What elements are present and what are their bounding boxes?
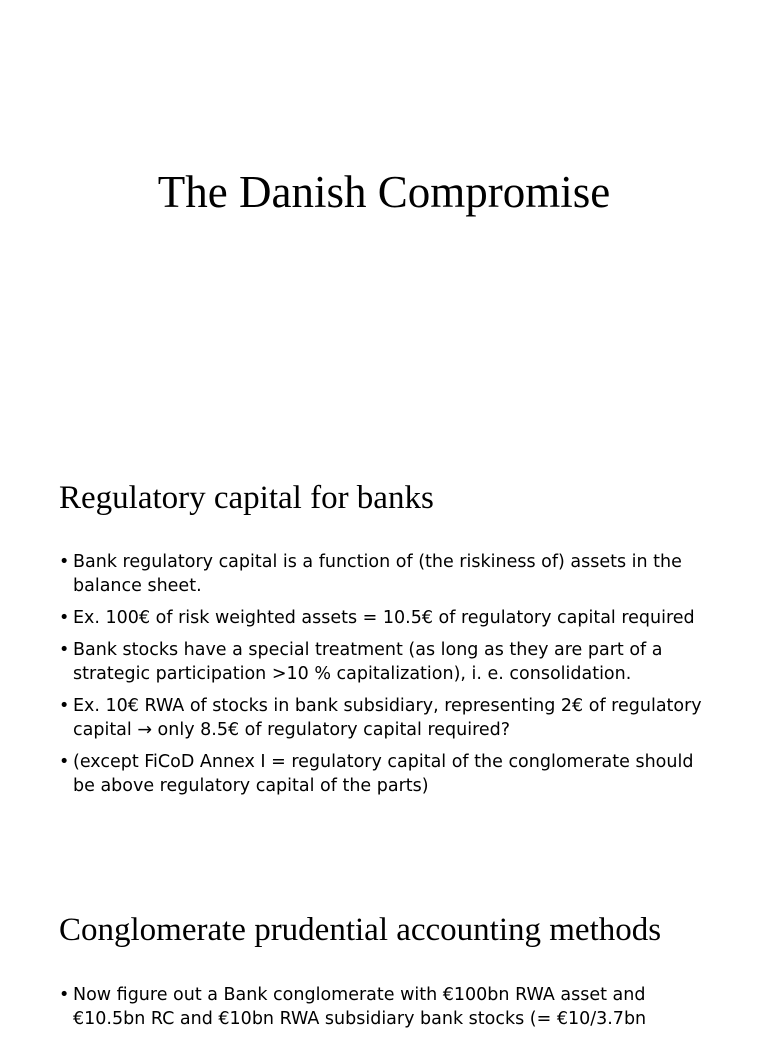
bullet-list xyxy=(59,983,719,1039)
section-heading: Regulatory capital for banks xyxy=(59,480,434,516)
bullet-item xyxy=(59,606,719,630)
section-heading: Conglomerate prudential accounting methods xyxy=(59,912,662,948)
bullet-text: (except FiCoD Annex I = regulatory capital of the conglomerate should be above regulatory capital of the parts) xyxy=(73,752,694,796)
slide-title: The Danish Compromise xyxy=(157,167,611,217)
bullet-point-icon: • xyxy=(59,640,70,660)
bullet-item xyxy=(59,694,719,742)
bullet-text: Now figure out a Bank conglomerate with €100bn RWA asset and €10.5bn RC and €10bn RWA subsidiary bank stocks (= €10/3.7bn xyxy=(73,985,647,1029)
bullet-item xyxy=(59,638,719,686)
bullet-point-icon: • xyxy=(59,552,70,572)
bullet-item xyxy=(59,550,719,598)
bullet-list xyxy=(59,550,719,806)
bullet-text: Ex. 10€ RWA of stocks in bank subsidiary, representing 2€ of regulatory capital → only 8.5€ of regulatory capital required? xyxy=(73,696,702,740)
bullet-text: Ex. 100€ of risk weighted assets = 10.5€ of regulatory capital required xyxy=(73,608,695,628)
bullet-text: Bank stocks have a special treatment (as long as they are part of a strategic participation >10 % capitalization), i. e. consolidation. xyxy=(73,640,663,684)
bullet-item xyxy=(59,750,719,798)
regulatory-capital-section xyxy=(0,478,768,818)
conglomerate-accounting-section xyxy=(0,910,768,1029)
bullet-point-icon: • xyxy=(59,985,70,1005)
bullet-text: Bank regulatory capital is a function of (the riskiness of) assets in the balance sheet. xyxy=(73,552,682,596)
bullet-point-icon: • xyxy=(59,608,70,628)
bullet-point-icon: • xyxy=(59,696,70,716)
bullet-point-icon: • xyxy=(59,752,70,772)
